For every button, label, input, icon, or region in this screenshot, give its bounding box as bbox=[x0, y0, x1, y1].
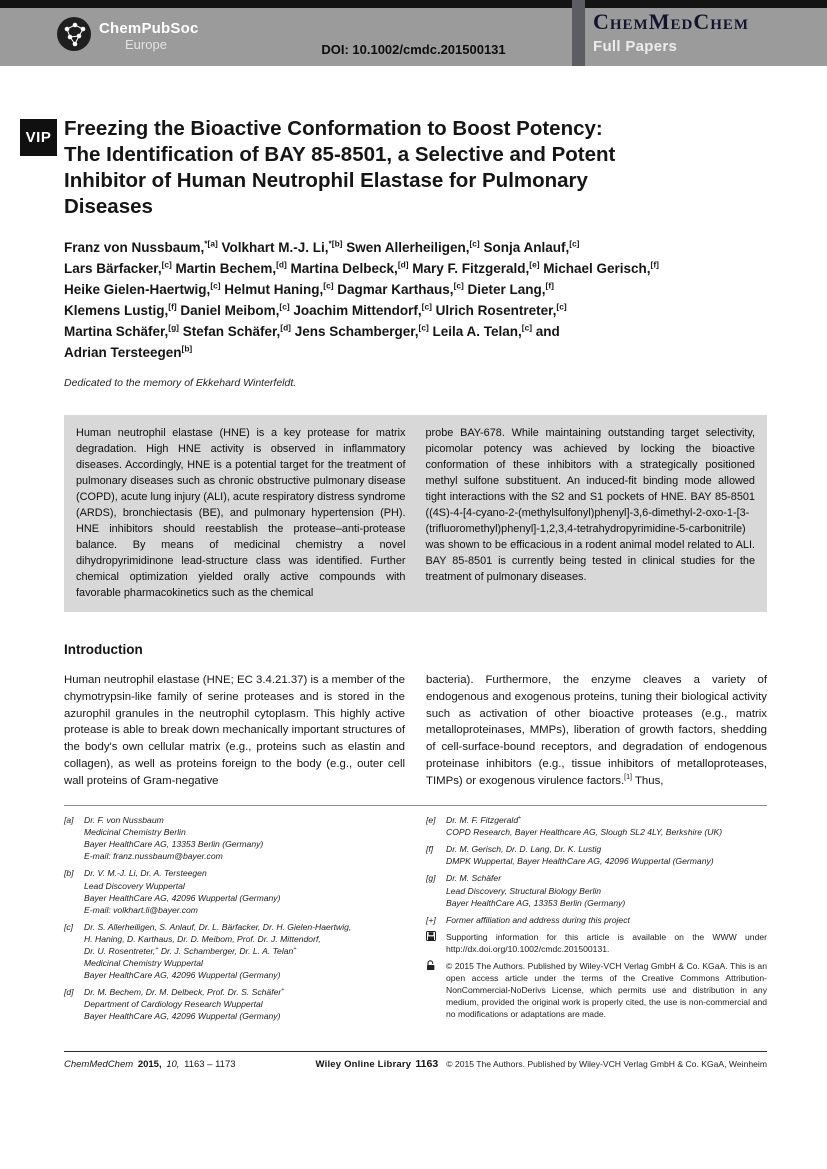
footnote-line: H. Haning, D. Karthaus, Dr. D. Meibom, Prof. Dr. J. Mittendorf, bbox=[84, 933, 321, 944]
citation-volume: 10, bbox=[166, 1059, 180, 1070]
footnote-label: [f] bbox=[426, 844, 434, 855]
footnote-item bbox=[64, 921, 405, 981]
footnote-line: Dr. M. Bechem, Dr. M. Delbeck, Prof. Dr. S. Schäfer+ bbox=[84, 986, 285, 997]
journal-name: ChemMedChem bbox=[593, 9, 750, 34]
footnote-item bbox=[64, 814, 405, 862]
journal-section-label: Full Papers bbox=[593, 38, 678, 55]
introduction-text bbox=[64, 672, 767, 789]
citation-year: 2015, bbox=[137, 1059, 162, 1070]
author-line: Martina Schäfer,[g] Stefan Schäfer,[d] Jens Schamberger,[c] Leila A. Telan,[c] and bbox=[64, 322, 560, 339]
footnotes bbox=[64, 814, 767, 1027]
footnote-item bbox=[426, 814, 767, 838]
footnote-label: [c] bbox=[64, 921, 74, 932]
article-body bbox=[0, 116, 827, 1027]
author-line: Heike Gielen-Haertwig,[c] Helmut Haning,[c] Dagmar Karthaus,[c] Dieter Lang,[f] bbox=[64, 280, 554, 297]
author-list bbox=[64, 238, 767, 364]
footnote-line: Bayer HealthCare AG, 13353 Berlin (Germany) bbox=[84, 839, 264, 850]
masthead bbox=[0, 0, 827, 66]
citation bbox=[64, 1059, 238, 1070]
footnote-line: Medicinal Chemistry Wuppertal bbox=[84, 957, 203, 968]
footnote-line: DMPK Wuppertal, Bayer HealthCare AG, 42096 Wuppertal (Germany) bbox=[446, 856, 714, 867]
chempubsoc-logo bbox=[56, 16, 199, 57]
footnote-label: [g] bbox=[426, 873, 436, 884]
footnote-line: Bayer HealthCare AG, 42096 Wuppertal (Germany) bbox=[84, 1010, 281, 1021]
introduction-column-right: bacteria). Furthermore, the enzyme cleaves a variety of endogenous and exogenous proteins, tuning their biological activity such as activation of other bioactive proteases (e.g., matrix metalloproteinases, MMPs), liberation of growth factors, shedding of cell-surface-bound receptors, and degradation of endogenous proteinase inhibitors (e.g., tissue inhibitors of metalloproteases, TIMPs) or exogenous virulence factors.[1] Thus, bbox=[426, 674, 767, 787]
introduction-column-left: Human neutrophil elastase (HNE; EC 3.4.21.37) is a member of the chymotrypsin-like family of serine proteases and is stored in the azurophil granules in the neutrophil cytoplasm. This highly active protease is able to break down mechanically important structures of the body's own cellular matrix (e.g., proteins such as elastin and collagen), as well as proteins foreign to the body (e.g., outer cell wall proteins of Gram-negative bbox=[64, 674, 405, 787]
footnote-line: Dr. U. Rosentreter,+ Dr. J. Schamberger, Dr. L. A. Telan+ bbox=[84, 945, 297, 956]
footnote-item bbox=[64, 986, 405, 1022]
footnote-line: Dr. F. von Nussbaum bbox=[84, 815, 164, 826]
footnote-line: Dr. M. Schäfer bbox=[446, 873, 502, 884]
abstract-column-left: Human neutrophil elastase (HNE) is a key protease for matrix degradation. High HNE activity is observed in inflammatory diseases. Accordingly, HNE is a potential target for the treatment of pulmonary diseases such as chronic obstructive pulmonary disease (COPD), acute lung injury (ALI), acute respiratory distress syndrome (ARDS), bronchiectasis (BE), and pulmonary hypertension (PH). HNE inhibitors should reestablish the protease–anti-protease balance. By means of medicinal chemistry a novel dihydropyrimidinone lead-structure class was identified. Further chemical optimization yielded orally active compounds with favorable pharmacokinetics such as the chemical bbox=[76, 426, 406, 599]
title-block bbox=[20, 116, 767, 220]
footnote-line: Medicinal Chemistry Berlin bbox=[84, 827, 186, 838]
footnote-item bbox=[426, 914, 767, 926]
introduction-heading: Introduction bbox=[64, 642, 143, 657]
footnote-item bbox=[426, 872, 767, 908]
footnote-item bbox=[426, 960, 767, 1020]
footnote-item bbox=[64, 867, 405, 915]
society-region: Europe bbox=[125, 37, 167, 53]
footnote-line: Dr. M. F. Fitzgerald+ bbox=[446, 815, 522, 826]
footnote-line: Bayer HealthCare AG, 42096 Wuppertal (Germany) bbox=[84, 969, 281, 980]
footnote-item bbox=[426, 931, 767, 955]
article-title bbox=[64, 116, 615, 220]
wiley-online-library-label: Wiley Online Library bbox=[315, 1059, 412, 1070]
title-line: Diseases bbox=[64, 195, 153, 219]
footnote-line: Lead Discovery Wuppertal bbox=[84, 880, 185, 891]
footnote-line: COPD Research, Bayer Healthcare AG, Slough SL2 4LY, Berkshire (UK) bbox=[446, 827, 723, 838]
footnote-line: Supporting information for this article is available on the WWW under http://dx.doi.org/10.1002/cmdc.201500131. bbox=[446, 931, 767, 954]
title-line: Freezing the Bioactive Conformation to Boost Potency: bbox=[64, 117, 603, 140]
top-strip bbox=[0, 0, 827, 8]
abstract-column-right: probe BAY-678. While maintaining outstanding target selectivity, picomolar potency was achieved by locking the bioactive conformation of these inhibitors with a strategically positioned methyl sulfone substituent. An induced-fit binding mode allowed tight interactions with the S2 and S1 pockets of HNE. BAY 85-8501 ((4S)-4-[4-cyano-2-(methylsulfonyl)phenyl]-3,6-dimethyl-2-oxo-1-[3-(trifluoromethyl)phenyl]-1,2,3,4-tetrahydropyrimidine-5-carbonitrile) was shown to be efficacious in a rodent animal model related to ALI. BAY 85-8501 is currently being tested in clinical studies for the treatment of pulmonary diseases. bbox=[425, 426, 755, 583]
supporting-info-icon bbox=[426, 931, 441, 955]
footnote-label: [d] bbox=[64, 986, 74, 997]
author-line: Adrian Tersteegen[b] bbox=[64, 343, 193, 360]
title-line: Inhibitor of Human Neutrophil Elastase for Pulmonary bbox=[64, 169, 588, 193]
footnote-line: Former affiliation and address during this project bbox=[446, 914, 630, 925]
open-access-icon bbox=[426, 960, 441, 1020]
footnote-item bbox=[426, 843, 767, 867]
abstract-box bbox=[64, 415, 767, 612]
footnote-line: E-mail: volkhart.li@bayer.com bbox=[84, 904, 198, 915]
page-footer bbox=[64, 1051, 767, 1070]
footnote-line: Dr. V. M.-J. Li, Dr. A. Tersteegen bbox=[84, 868, 207, 879]
journal-logo-block bbox=[593, 11, 749, 54]
article-doi: DOI: 10.1002/cmdc.201500131 bbox=[321, 42, 506, 57]
citation-pages: 1163 – 1173 bbox=[184, 1059, 236, 1070]
society-name: ChemPubSoc bbox=[99, 20, 199, 38]
dedication: Dedicated to the memory of Ekkehard Winterfeldt. bbox=[64, 376, 297, 389]
footnote-label: [e] bbox=[426, 815, 436, 826]
footer-copyright: © 2015 The Authors. Published by Wiley-VCH Verlag GmbH & Co. KGaA, Weinheim bbox=[446, 1059, 767, 1069]
journal-divider-bar bbox=[572, 0, 585, 66]
title-line: The Identification of BAY 85-8501, a Selective and Potent bbox=[64, 143, 616, 167]
footnote-label: [b] bbox=[64, 868, 74, 879]
chempubsoc-molecule-icon bbox=[56, 16, 92, 57]
footnote-line: Bayer HealthCare AG, 42096 Wuppertal (Germany) bbox=[84, 892, 281, 903]
footnote-rule bbox=[64, 805, 767, 806]
page-number: 1163 bbox=[415, 1058, 439, 1070]
footnote-line: Lead Discovery, Structural Biology Berlin bbox=[446, 885, 602, 896]
author-line: Lars Bärfacker,[c] Martin Bechem,[d] Martina Delbeck,[d] Mary F. Fitzgerald,[e] Michael Gerisch,[f] bbox=[64, 259, 659, 277]
footnotes-left-column bbox=[64, 814, 405, 1027]
footnote-line: © 2015 The Authors. Published by Wiley-VCH Verlag GmbH & Co. KGaA. This is an open access article under the terms of the Creative Commons Attribution-NonCommercial-NoDerivs License, which permits use and distribution in any medium, provided the original work is properly cited, the use is non-commercial and no modifications or adaptations are made. bbox=[446, 960, 767, 1019]
footnote-label: [+] bbox=[426, 914, 436, 925]
footnote-line: Dr. S. Allerheiligen, S. Anlauf, Dr. L. Bärfacker, Dr. H. Gielen-Haertwig, bbox=[84, 921, 352, 932]
author-line: Franz von Nussbaum,$^{*[a]}$ Volkhart M.-J. Li,$^{*[b]}$ Swen Allerheiligen,[c] Sonja Anlauf,[c] bbox=[64, 238, 580, 256]
footnote-line: Dr. M. Gerisch, Dr. D. Lang, Dr. K. Lustig bbox=[446, 844, 602, 855]
footnote-line: Bayer HealthCare AG, 13353 Berlin (Germany) bbox=[446, 897, 626, 908]
footnote-line: Department of Cardiology Research Wuppertal bbox=[84, 998, 263, 1009]
citation-journal: ChemMedChem bbox=[64, 1059, 134, 1070]
footnote-line: E-mail: franz.nussbaum@bayer.com bbox=[84, 851, 223, 862]
vip-badge: VIP bbox=[20, 119, 57, 156]
footnotes-right-column bbox=[426, 814, 767, 1027]
author-line: Klemens Lustig,[f] Daniel Meibom,[c] Joachim Mittendorf,[c] Ulrich Rosentreter,[c] bbox=[64, 301, 567, 318]
footnote-label: [a] bbox=[64, 815, 74, 826]
